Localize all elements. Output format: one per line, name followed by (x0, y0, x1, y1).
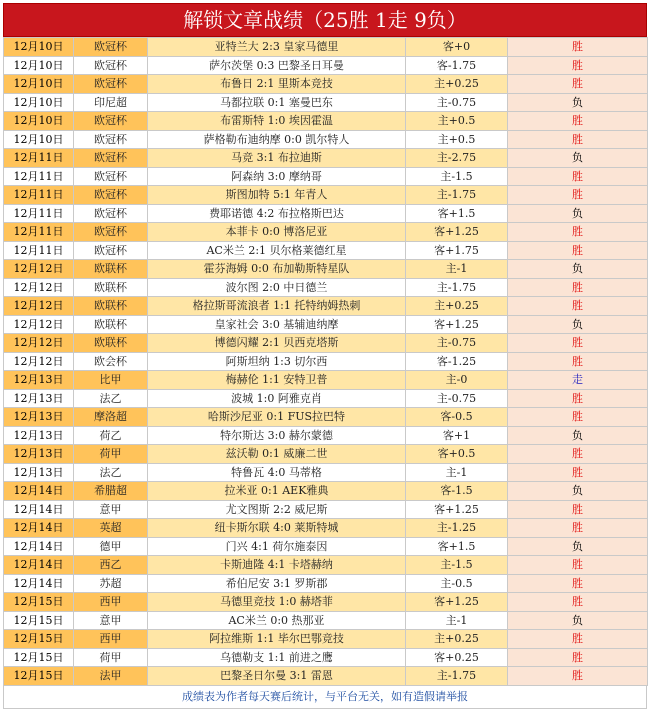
table-row (4, 500, 648, 519)
table-row (4, 574, 648, 593)
league-cell: 欧联杯 (74, 315, 148, 334)
match-cell: 博德闪耀 2:1 贝西克塔斯 (148, 334, 406, 353)
date-cell: 12月12日 (4, 352, 74, 371)
table-row (4, 611, 648, 630)
handicap-cell: 客-0.5 (406, 408, 508, 427)
match-cell: 阿森纳 3:0 摩纳哥 (148, 167, 406, 186)
table-row (4, 149, 648, 168)
handicap-cell: 客+1.25 (406, 593, 508, 612)
result-cell: 胜 (508, 334, 648, 353)
match-cell: 萨尔茨堡 0:3 巴黎圣日耳曼 (148, 56, 406, 75)
table-row (4, 334, 648, 353)
date-cell: 12月10日 (4, 56, 74, 75)
match-cell: 巴黎圣日尔曼 3:1 雷恩 (148, 667, 406, 686)
date-cell: 12月11日 (4, 149, 74, 168)
date-cell: 12月10日 (4, 112, 74, 131)
date-cell: 12月13日 (4, 389, 74, 408)
match-cell: 布鲁日 2:1 里斯本竞技 (148, 75, 406, 94)
date-cell: 12月10日 (4, 93, 74, 112)
result-cell: 胜 (508, 75, 648, 94)
match-cell: 波城 1:0 阿雅克肖 (148, 389, 406, 408)
date-cell: 12月11日 (4, 186, 74, 205)
league-cell: 法乙 (74, 463, 148, 482)
match-cell: AC米兰 0:0 热那亚 (148, 611, 406, 630)
league-cell: 西乙 (74, 556, 148, 575)
handicap-cell: 主+0.5 (406, 112, 508, 131)
result-cell: 胜 (508, 463, 648, 482)
result-cell: 胜 (508, 223, 648, 242)
table-row (4, 38, 648, 57)
match-cell: 门兴 4:1 荷尔施泰因 (148, 537, 406, 556)
handicap-cell: 主-1.75 (406, 278, 508, 297)
handicap-cell: 主-1 (406, 611, 508, 630)
result-cell: 胜 (508, 130, 648, 149)
date-cell: 12月12日 (4, 297, 74, 316)
table-row (4, 352, 648, 371)
match-cell: 梅赫伦 1:1 安特卫普 (148, 371, 406, 390)
result-cell: 胜 (508, 278, 648, 297)
match-cell: 哈斯沙尼亚 0:1 FUS拉巴特 (148, 408, 406, 427)
result-cell: 胜 (508, 500, 648, 519)
result-cell: 胜 (508, 445, 648, 464)
league-cell: 印尼超 (74, 93, 148, 112)
handicap-cell: 客+1.25 (406, 223, 508, 242)
date-cell: 12月14日 (4, 482, 74, 501)
handicap-cell: 主-0 (406, 371, 508, 390)
date-cell: 12月12日 (4, 278, 74, 297)
date-cell: 12月14日 (4, 519, 74, 538)
match-cell: 特鲁瓦 4:0 马蒂格 (148, 463, 406, 482)
league-cell: 德甲 (74, 537, 148, 556)
table-row (4, 167, 648, 186)
handicap-cell: 主-0.5 (406, 574, 508, 593)
date-cell: 12月14日 (4, 556, 74, 575)
match-cell: 卡斯迪隆 4:1 卡塔赫纳 (148, 556, 406, 575)
match-cell: 马都拉联 0:1 塞曼巴东 (148, 93, 406, 112)
result-cell: 胜 (508, 648, 648, 667)
table-row (4, 278, 648, 297)
handicap-cell: 客-1.25 (406, 352, 508, 371)
league-cell: 欧冠杯 (74, 204, 148, 223)
match-cell: 马竞 3:1 布拉迪斯 (148, 149, 406, 168)
league-cell: 比甲 (74, 371, 148, 390)
handicap-cell: 主-1.5 (406, 167, 508, 186)
league-cell: 法乙 (74, 389, 148, 408)
handicap-cell: 主-0.75 (406, 389, 508, 408)
result-cell: 负 (508, 537, 648, 556)
page-title: 解锁文章战绩（25胜 1走 9负） (3, 3, 647, 37)
result-cell: 负 (508, 260, 648, 279)
record-sheet (3, 3, 647, 709)
results-table (3, 37, 648, 686)
handicap-cell: 客+1.25 (406, 315, 508, 334)
table-row (4, 371, 648, 390)
handicap-cell: 主-1 (406, 463, 508, 482)
result-cell: 胜 (508, 38, 648, 57)
result-cell: 胜 (508, 167, 648, 186)
handicap-cell: 主+0.25 (406, 297, 508, 316)
handicap-cell: 主-1.5 (406, 556, 508, 575)
date-cell: 12月13日 (4, 426, 74, 445)
league-cell: 欧联杯 (74, 260, 148, 279)
date-cell: 12月12日 (4, 334, 74, 353)
league-cell: 欧联杯 (74, 278, 148, 297)
league-cell: 欧冠杯 (74, 186, 148, 205)
table-row (4, 315, 648, 334)
result-cell: 胜 (508, 630, 648, 649)
table-row (4, 426, 648, 445)
league-cell: 希腊超 (74, 482, 148, 501)
result-cell: 负 (508, 482, 648, 501)
handicap-cell: 客+0 (406, 38, 508, 57)
table-row (4, 556, 648, 575)
league-cell: 欧冠杯 (74, 130, 148, 149)
result-cell: 负 (508, 611, 648, 630)
match-cell: 霍芬海姆 0:0 布加勒斯特星队 (148, 260, 406, 279)
league-cell: 荷乙 (74, 426, 148, 445)
league-cell: 荷甲 (74, 445, 148, 464)
date-cell: 12月12日 (4, 260, 74, 279)
date-cell: 12月15日 (4, 611, 74, 630)
handicap-cell: 客+1 (406, 426, 508, 445)
handicap-cell: 主-1.75 (406, 186, 508, 205)
league-cell: 苏超 (74, 574, 148, 593)
match-cell: 皇家社会 3:0 基辅迪纳摩 (148, 315, 406, 334)
date-cell: 12月11日 (4, 223, 74, 242)
date-cell: 12月10日 (4, 130, 74, 149)
date-cell: 12月13日 (4, 408, 74, 427)
match-cell: 拉米亚 0:1 AEK雅典 (148, 482, 406, 501)
league-cell: 摩洛超 (74, 408, 148, 427)
table-row (4, 297, 648, 316)
handicap-cell: 客-1.5 (406, 482, 508, 501)
result-cell: 胜 (508, 389, 648, 408)
match-cell: 乌德勒支 1:1 前进之鹰 (148, 648, 406, 667)
match-cell: 萨格勒布迪纳摩 0:0 凯尔特人 (148, 130, 406, 149)
league-cell: 欧会杯 (74, 352, 148, 371)
league-cell: 法甲 (74, 667, 148, 686)
result-cell: 胜 (508, 593, 648, 612)
result-cell: 胜 (508, 667, 648, 686)
match-cell: 阿拉维斯 1:1 毕尔巴鄂竞技 (148, 630, 406, 649)
table-row (4, 204, 648, 223)
league-cell: 意甲 (74, 611, 148, 630)
date-cell: 12月13日 (4, 463, 74, 482)
table-row (4, 93, 648, 112)
date-cell: 12月11日 (4, 204, 74, 223)
table-row (4, 482, 648, 501)
match-cell: 斯图加特 5:1 年青人 (148, 186, 406, 205)
match-cell: 尤文图斯 2:2 威尼斯 (148, 500, 406, 519)
handicap-cell: 主-1.75 (406, 667, 508, 686)
date-cell: 12月14日 (4, 500, 74, 519)
date-cell: 12月13日 (4, 371, 74, 390)
match-cell: 费耶诺德 4:2 布拉格斯巴达 (148, 204, 406, 223)
handicap-cell: 客-1.75 (406, 56, 508, 75)
result-cell: 胜 (508, 241, 648, 260)
result-cell: 负 (508, 426, 648, 445)
table-row (4, 408, 648, 427)
match-cell: 格拉斯哥流浪者 1:1 托特纳姆热刺 (148, 297, 406, 316)
result-cell: 负 (508, 149, 648, 168)
result-cell: 胜 (508, 112, 648, 131)
table-row (4, 389, 648, 408)
result-cell: 胜 (508, 408, 648, 427)
date-cell: 12月15日 (4, 648, 74, 667)
table-row (4, 260, 648, 279)
handicap-cell: 主-2.75 (406, 149, 508, 168)
league-cell: 欧冠杯 (74, 241, 148, 260)
league-cell: 欧冠杯 (74, 56, 148, 75)
result-cell: 胜 (508, 352, 648, 371)
date-cell: 12月11日 (4, 167, 74, 186)
league-cell: 欧冠杯 (74, 223, 148, 242)
league-cell: 英超 (74, 519, 148, 538)
table-row (4, 75, 648, 94)
table-row (4, 241, 648, 260)
date-cell: 12月15日 (4, 630, 74, 649)
league-cell: 意甲 (74, 500, 148, 519)
result-cell: 负 (508, 93, 648, 112)
league-cell: 欧联杯 (74, 297, 148, 316)
table-row (4, 630, 648, 649)
date-cell: 12月15日 (4, 667, 74, 686)
match-cell: 兹沃勒 0:1 威廉二世 (148, 445, 406, 464)
table-row (4, 223, 648, 242)
table-row (4, 186, 648, 205)
result-cell: 胜 (508, 186, 648, 205)
handicap-cell: 主+0.5 (406, 130, 508, 149)
handicap-cell: 客+1.75 (406, 241, 508, 260)
table-row (4, 667, 648, 686)
league-cell: 欧冠杯 (74, 167, 148, 186)
league-cell: 荷甲 (74, 648, 148, 667)
date-cell: 12月13日 (4, 445, 74, 464)
handicap-cell: 客+1.5 (406, 204, 508, 223)
match-cell: 希伯尼安 3:1 罗斯郡 (148, 574, 406, 593)
match-cell: 本菲卡 0:0 博洛尼亚 (148, 223, 406, 242)
date-cell: 12月10日 (4, 75, 74, 94)
match-cell: 波尔图 2:0 中日德兰 (148, 278, 406, 297)
result-cell: 胜 (508, 297, 648, 316)
handicap-cell: 客+0.25 (406, 648, 508, 667)
league-cell: 欧冠杯 (74, 38, 148, 57)
handicap-cell: 主-0.75 (406, 334, 508, 353)
match-cell: 纽卡斯尔联 4:0 莱斯特城 (148, 519, 406, 538)
handicap-cell: 主-1 (406, 260, 508, 279)
league-cell: 欧冠杯 (74, 149, 148, 168)
match-cell: 亚特兰大 2:3 皇家马德里 (148, 38, 406, 57)
match-cell: 布雷斯特 1:0 埃因霍温 (148, 112, 406, 131)
date-cell: 12月14日 (4, 537, 74, 556)
footer-note: 成绩表为作者每天赛后统计，与平台无关，如有造假请举报 (3, 686, 647, 709)
league-cell: 欧冠杯 (74, 75, 148, 94)
handicap-cell: 主+0.25 (406, 630, 508, 649)
handicap-cell: 客+1.25 (406, 500, 508, 519)
match-cell: 阿斯坦纳 1:3 切尔西 (148, 352, 406, 371)
table-row (4, 56, 648, 75)
date-cell: 12月15日 (4, 593, 74, 612)
table-row (4, 648, 648, 667)
date-cell: 12月10日 (4, 38, 74, 57)
handicap-cell: 客+0.5 (406, 445, 508, 464)
match-cell: AC米兰 2:1 贝尔格莱德红星 (148, 241, 406, 260)
league-cell: 西甲 (74, 593, 148, 612)
result-cell: 负 (508, 315, 648, 334)
result-cell: 走 (508, 371, 648, 390)
table-row (4, 445, 648, 464)
match-cell: 马德里竞技 1:0 赫塔菲 (148, 593, 406, 612)
result-cell: 胜 (508, 556, 648, 575)
match-cell: 特尔斯达 3:0 赫尔蒙德 (148, 426, 406, 445)
league-cell: 欧联杯 (74, 334, 148, 353)
table-row (4, 463, 648, 482)
result-cell: 胜 (508, 519, 648, 538)
result-cell: 负 (508, 204, 648, 223)
table-row (4, 593, 648, 612)
result-cell: 胜 (508, 574, 648, 593)
table-row (4, 130, 648, 149)
handicap-cell: 主-0.75 (406, 93, 508, 112)
date-cell: 12月12日 (4, 315, 74, 334)
league-cell: 欧冠杯 (74, 112, 148, 131)
date-cell: 12月14日 (4, 574, 74, 593)
handicap-cell: 主+0.25 (406, 75, 508, 94)
table-row (4, 519, 648, 538)
league-cell: 西甲 (74, 630, 148, 649)
table-row (4, 537, 648, 556)
result-cell: 胜 (508, 56, 648, 75)
handicap-cell: 主-1.25 (406, 519, 508, 538)
handicap-cell: 客+1.5 (406, 537, 508, 556)
table-row (4, 112, 648, 131)
date-cell: 12月11日 (4, 241, 74, 260)
